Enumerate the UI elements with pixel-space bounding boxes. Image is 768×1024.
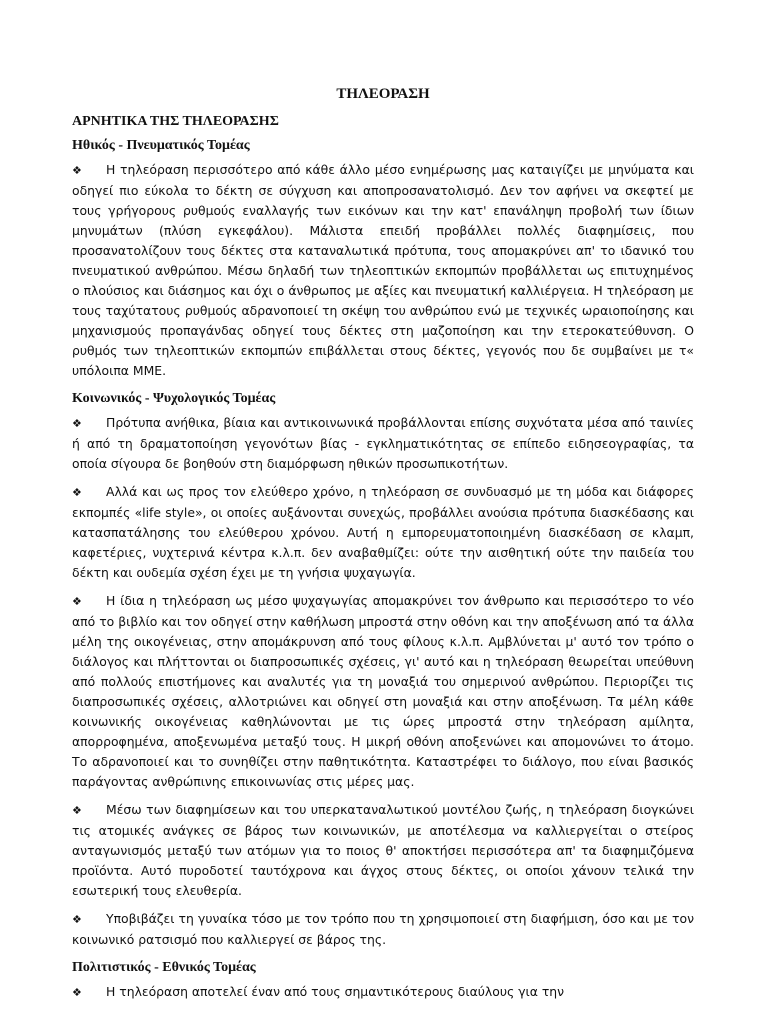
paragraph bbox=[72, 591, 694, 792]
paragraph-text: Η ίδια η τηλεόραση ως μέσο ψυχαγωγίας απομακρύνει τον άνθρωπο και περισσότερο το νέο από το βιβλίο και τον οδηγεί στην καθήλωση μπροστά στην οθόνη και την αποξένωση από τα άλλα μέλη της οικογένειας, στην απομάκρυνση από τους φίλους κ.λ.π. Αμβλύνεται μ' αυτό τον τρόπο ο διάλογος και πλήττονται οι διαπροσωπικές σχέσεις, γι' αυτό και η τηλεόραση θεωρείται υπεύθυνη από πολλούς επιστήμονες και αναλυτές για τη μοναξιά του σημερινού ανθρώπου. Περιορίζει τις διαπροσωπικές σχέσεις, αλλοτριώνει και οδηγεί στη μοναξιά και στην αποξένωση. Τα μέλη κάθε κοινωνικής οικογένειας καθηλώνονται με τις ώρες μπροστά στην τηλεόραση αμίλητα, απορροφημένα, αποξενωμένα μεταξύ τους. Η μικρή οθόνη αποξενώνει και απομονώνει το άτομο. Το αδρανοποιεί και το συνηθίζει στην παθητικότητα. Καταστρέφει το διάλογο, που είναι βασικός παράγοντας ανθρώπινης επικοινωνίας στις μέρες μας. bbox=[72, 593, 694, 789]
bullet-diamond-icon: ❖ bbox=[72, 486, 82, 499]
paragraph-text: Υποβιβάζει τη γυναίκα τόσο με τον τρόπο που τη χρησιμοποιεί στη διαφήμιση, όσο και με τον κοινωνικό ρατσισμό που καλλιεργεί σε βάρος της. bbox=[72, 911, 694, 947]
paragraph bbox=[72, 482, 694, 583]
paragraph bbox=[72, 800, 694, 901]
bullet-diamond-icon: ❖ bbox=[72, 417, 82, 430]
bullet-diamond-icon: ❖ bbox=[72, 164, 82, 177]
section-heading-ethical: Ηθικός - Πνευματικός Τομέας bbox=[72, 138, 250, 153]
paragraph-text: Η τηλεόραση αποτελεί έναν από τους σημαντικότερους διαύλους για την bbox=[106, 984, 565, 999]
paragraph-text: Η τηλεόραση περισσότερο από κάθε άλλο μέσο ενημέρωσης μας καταιγίζει με μηνύματα και οδηγεί πιο εύκολα το δέκτη σε σύγχυση και αποπροσανατολισμό. Δεν τον αφήνει να σκεφτεί με τους γρήγορους ρυθμούς εναλλαγής των εικόνων και την κατ' επανάληψη προβολή των ίδιων μηνυμάτων (πλύση εγκεφάλου). Μάλιστα επειδή προβάλλει πολλές διαφημίσεις, που προσανατολίζουν τους δέκτες στα καταναλωτικά πρότυπα, τους απομακρύνει απ' το ιδανικό του πνευματικού ανθρώπου. Μέσω δηλαδή των τηλεοπτικών εκπομπών προβάλλεται ως επιτυχημένος ο πλούσιος και διάσημος και όχι ο άνθρωπος με αξίες και πνευματική καλλιέργεια. Η τηλεόραση με τους ταχύτατους ρυθμούς αδρανοποιεί τη σκέψη του ανθρώπου ενώ με τεχνικές ωραιοποίησης και μηχανισμούς προπαγάνδας οδηγεί τους δέκτες στη μαζοποίηση και την ετεροκατεύθυνση. Ο ρυθμός των τηλεοπτικών εκπομπών επιβάλλεται στους δέκτες, γεγονός που δε συμβαίνει με τ« υπόλοιπα ΜΜΕ. bbox=[72, 162, 694, 378]
section-heading-social: Κοινωνικός - Ψυχολογικός Τομέας bbox=[72, 391, 276, 406]
paragraph bbox=[72, 413, 694, 474]
paragraph bbox=[72, 982, 694, 1003]
document-title: ΤΗΛΕΟΡΑΣΗ bbox=[336, 86, 430, 102]
document-page bbox=[72, 72, 694, 1011]
bullet-diamond-icon: ❖ bbox=[72, 986, 82, 999]
bullet-diamond-icon: ❖ bbox=[72, 595, 82, 608]
paragraph bbox=[72, 160, 694, 381]
document-subtitle: ΑΡΝΗΤΙΚΑ ΤΗΣ ΤΗΛΕΟΡΑΣΗΣ bbox=[72, 114, 279, 129]
paragraph-text: Μέσω των διαφημίσεων και του υπερκαταναλωτικού μοντέλου ζωής, η τηλεόραση διογκώνει τις ατομικές ανάγκες σε βάρος των κοινωνικών, με αποτέλεσμα να καλλιεργείται ο στείρος ανταγωνισμός μεταξύ των ατόμων για το ποιος θ' αποκτήσει περισσότερα απ' τα διαφημιζόμενα προϊόντα. Αυτό πυροδοτεί ταυτόχρονα και άγχος στους δέκτες, οι οποίοι χάνουν τελικά την εσωτερική τους ελευθερία. bbox=[72, 802, 694, 898]
paragraph bbox=[72, 909, 694, 950]
section-heading-cultural: Πολιτιστικός - Εθνικός Τομέας bbox=[72, 960, 256, 975]
paragraph-text: Πρότυπα ανήθικα, βίαια και αντικοινωνικά προβάλλονται επίσης συχνότατα μέσα από ταινίες ή από τη δραματοποίηση γεγονότων βίας - εγκληματικότητας σε επίπεδο ειδησεογραφίας, τα οποία σίγουρα δε βοηθούν στη διαμόρφωση ηθικών προσωπικοτήτων. bbox=[72, 415, 694, 471]
paragraph-text: Αλλά και ως προς τον ελεύθερο χρόνο, η τηλεόραση σε συνδυασμό με τη μόδα και διάφορες εκπομπές «life style», οι οποίες αυξάνονται συνεχώς, προβάλλει ανούσια πρότυπα διασκέδασης και κατασπατάλησης του ελεύθερου χρόνου. Αυτή η εμπορευματοποιημένη διασκέδαση σε κλαμπ, καφετέριες, νυχτερινά κέντρα κ.λ.π. δεν αναβαθμίζει: ούτε την αισθητική ούτε την παιδεία του δέκτη και ουδεμία σχέση έχει με τη γνήσια ψυχαγωγία. bbox=[72, 484, 694, 580]
bullet-diamond-icon: ❖ bbox=[72, 804, 82, 817]
bullet-diamond-icon: ❖ bbox=[72, 913, 82, 926]
